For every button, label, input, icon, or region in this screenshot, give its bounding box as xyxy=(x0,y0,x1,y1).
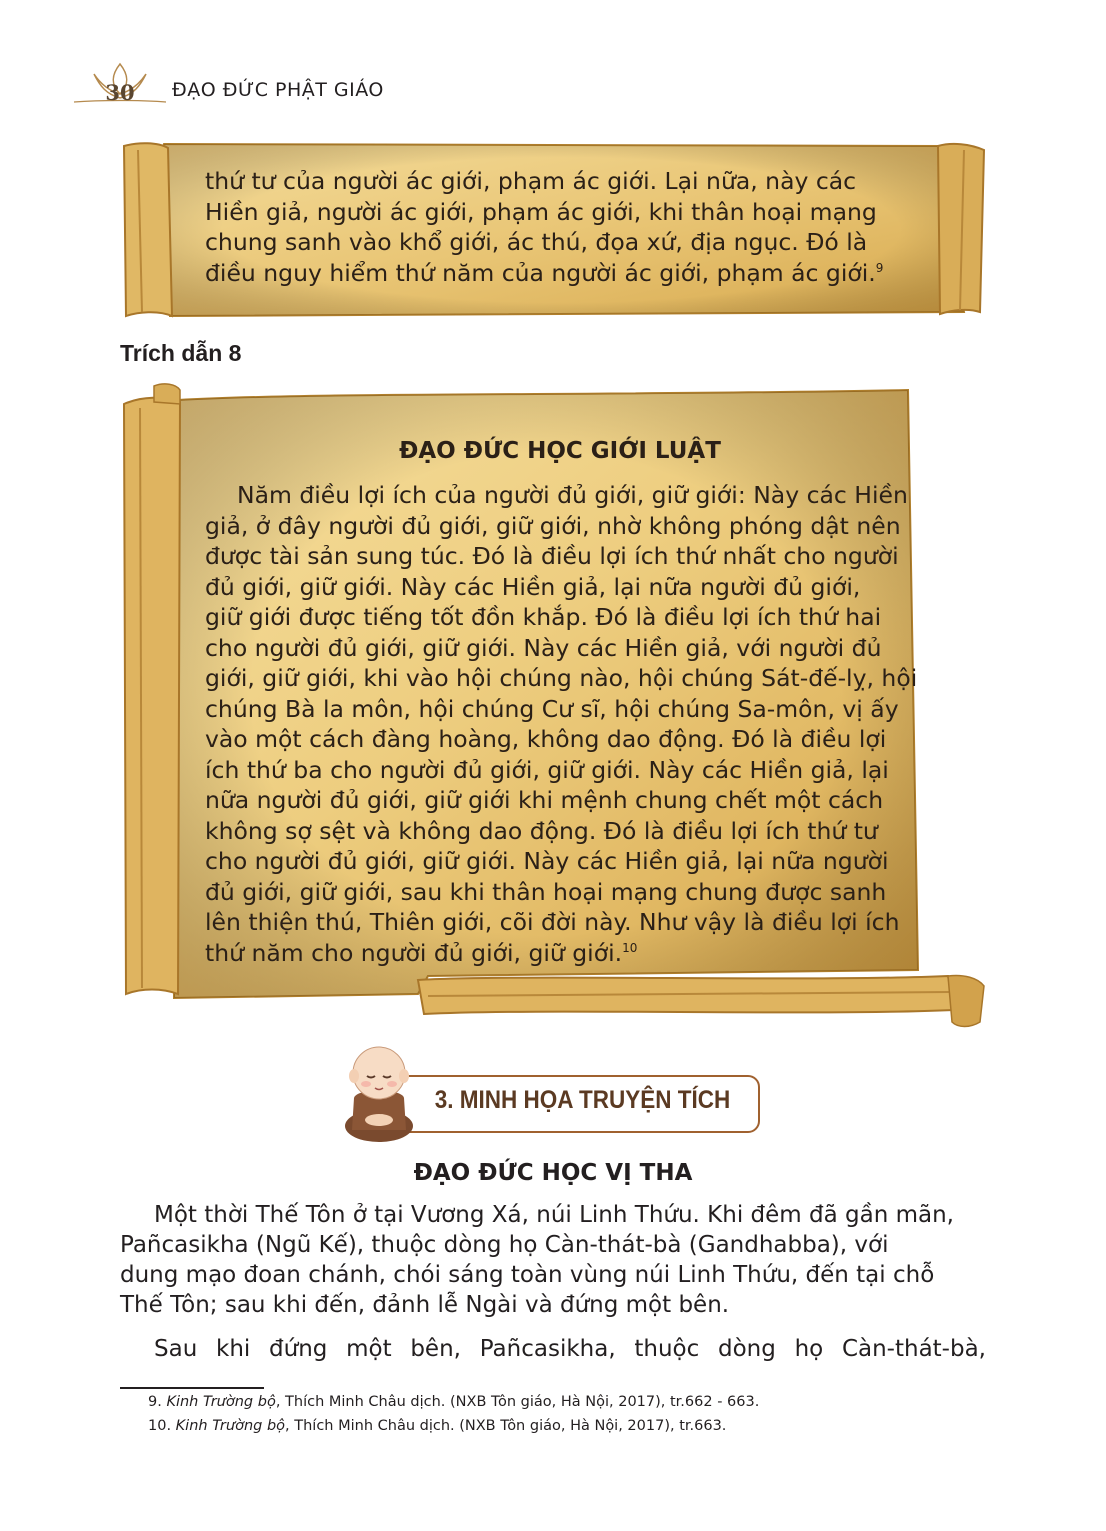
text-line: chung sanh vào khổ giới, ác thú, đọa xứ, địa ngục. Đó là xyxy=(205,228,868,256)
story-paragraph-2 xyxy=(120,1334,986,1364)
text-line: Hiền giả, người ác giới, phạm ác giới, khi thân hoại mạng xyxy=(205,197,877,226)
text-line: giới, giữ giới, khi vào hội chúng nào, hội chúng Sát-đế-lỵ, hội xyxy=(205,664,918,692)
text-line xyxy=(205,258,930,289)
text-line: thứ tư của người ác giới, phạm ác giới. Lại nữa, này các xyxy=(205,167,857,195)
scroll-main-text xyxy=(205,480,930,968)
text-line: Năm điều lợi ích của người đủ giới, giữ giới: Này các Hiền xyxy=(237,481,908,509)
book-title: ĐẠO ĐỨC PHẬT GIÁO xyxy=(172,79,384,101)
text-line: vào một cách đàng hoàng, không dao động. Đó là điều lợi xyxy=(205,725,887,753)
text-line: giữ giới được tiếng tốt đồn khắp. Đó là điều lợi ích thứ hai xyxy=(205,603,882,631)
text-line: Sau khi đứng một bên, Pañcasikha, thuộc dòng họ Càn-thát-bà, xyxy=(154,1336,986,1362)
text-line: chúng Bà la môn, hội chúng Cư sĩ, hội chúng Sa-môn, vị ấy xyxy=(205,694,899,723)
footnote-text: , Thích Minh Châu dịch. (NXB Tôn giáo, Hà Nội, 2017), tr.663. xyxy=(285,1418,727,1434)
footnote-number: 10. xyxy=(148,1418,172,1434)
text-line: được tài sản sung túc. Đó là điều lợi ích thứ nhất cho người xyxy=(205,542,899,570)
text-line: ích thứ ba cho người đủ giới, giữ giới. Này các Hiền giả, lại xyxy=(205,755,889,784)
text-line: cho người đủ giới, giữ giới. Này các Hiền giả, lại nữa người xyxy=(205,847,889,875)
footnote-number: 9. xyxy=(148,1394,162,1410)
footnote-title: Kinh Trường bộ xyxy=(175,1418,286,1434)
text-line xyxy=(205,938,930,969)
text-line: Một thời Thế Tôn ở tại Vương Xá, núi Linh Thứu. Khi đêm đã gần mãn, xyxy=(154,1202,954,1228)
footnote-divider xyxy=(120,1387,264,1389)
footnote xyxy=(148,1394,759,1410)
text-line-content: điều nguy hiểm thứ năm của người ác giới, phạm ác giới. xyxy=(205,258,876,287)
text-line: Pañcasikha (Ngũ Kế), thuộc dòng họ Càn-thát-bà (Gandhabba), với xyxy=(120,1232,889,1258)
text-line: không sợ sệt và không dao động. Đó là điều lợi ích thứ tư xyxy=(205,816,878,845)
footnote-ref: 9 xyxy=(875,260,884,275)
text-line: đủ giới, giữ giới, sau khi thân hoại mạng chung được sanh xyxy=(205,877,887,906)
text-line: cho người đủ giới, giữ giới. Này các Hiền giả, với người đủ xyxy=(205,633,882,662)
page-number: 30 xyxy=(105,80,135,105)
footnote xyxy=(148,1418,726,1434)
text-line-content: thứ năm cho người đủ giới, giữ giới. xyxy=(205,938,623,967)
text-line: dung mạo đoan chánh, chói sáng toàn vùng núi Linh Thứu, đến tại chỗ xyxy=(120,1262,935,1288)
footnote-text: , Thích Minh Châu dịch. (NXB Tôn giáo, Hà Nội, 2017), tr.662 - 663. xyxy=(275,1394,760,1410)
monk-icon xyxy=(336,1040,422,1144)
section-banner-label: 3. MINH HỌA TRUYỆN TÍCH xyxy=(434,1086,731,1114)
quote-label: Trích dẫn 8 xyxy=(120,340,242,366)
text-line: Thế Tôn; sau khi đến, đảnh lễ Ngài và đứng một bên. xyxy=(120,1292,730,1318)
footnote-ref: 10 xyxy=(622,940,638,955)
scroll-top-text xyxy=(205,166,930,288)
story-paragraph-1 xyxy=(120,1200,986,1320)
text-line: lên thiện thú, Thiên giới, cõi đời này. Như vậy là điều lợi ích xyxy=(205,908,900,936)
scroll-main-heading: ĐẠO ĐỨC HỌC GIỚI LUẬT xyxy=(399,438,721,464)
text-line: đủ giới, giữ giới. Này các Hiền giả, lại nữa người đủ giới, xyxy=(205,572,861,601)
footnote-title: Kinh Trường bộ xyxy=(166,1394,276,1410)
text-line: giả, ở đây người đủ giới, giữ giới, nhờ không phóng dật nên xyxy=(205,511,901,540)
text-line: nữa người đủ giới, giữ giới khi mệnh chung chết một cách xyxy=(205,786,884,814)
story-title: ĐẠO ĐỨC HỌC VỊ THA xyxy=(413,1160,693,1186)
